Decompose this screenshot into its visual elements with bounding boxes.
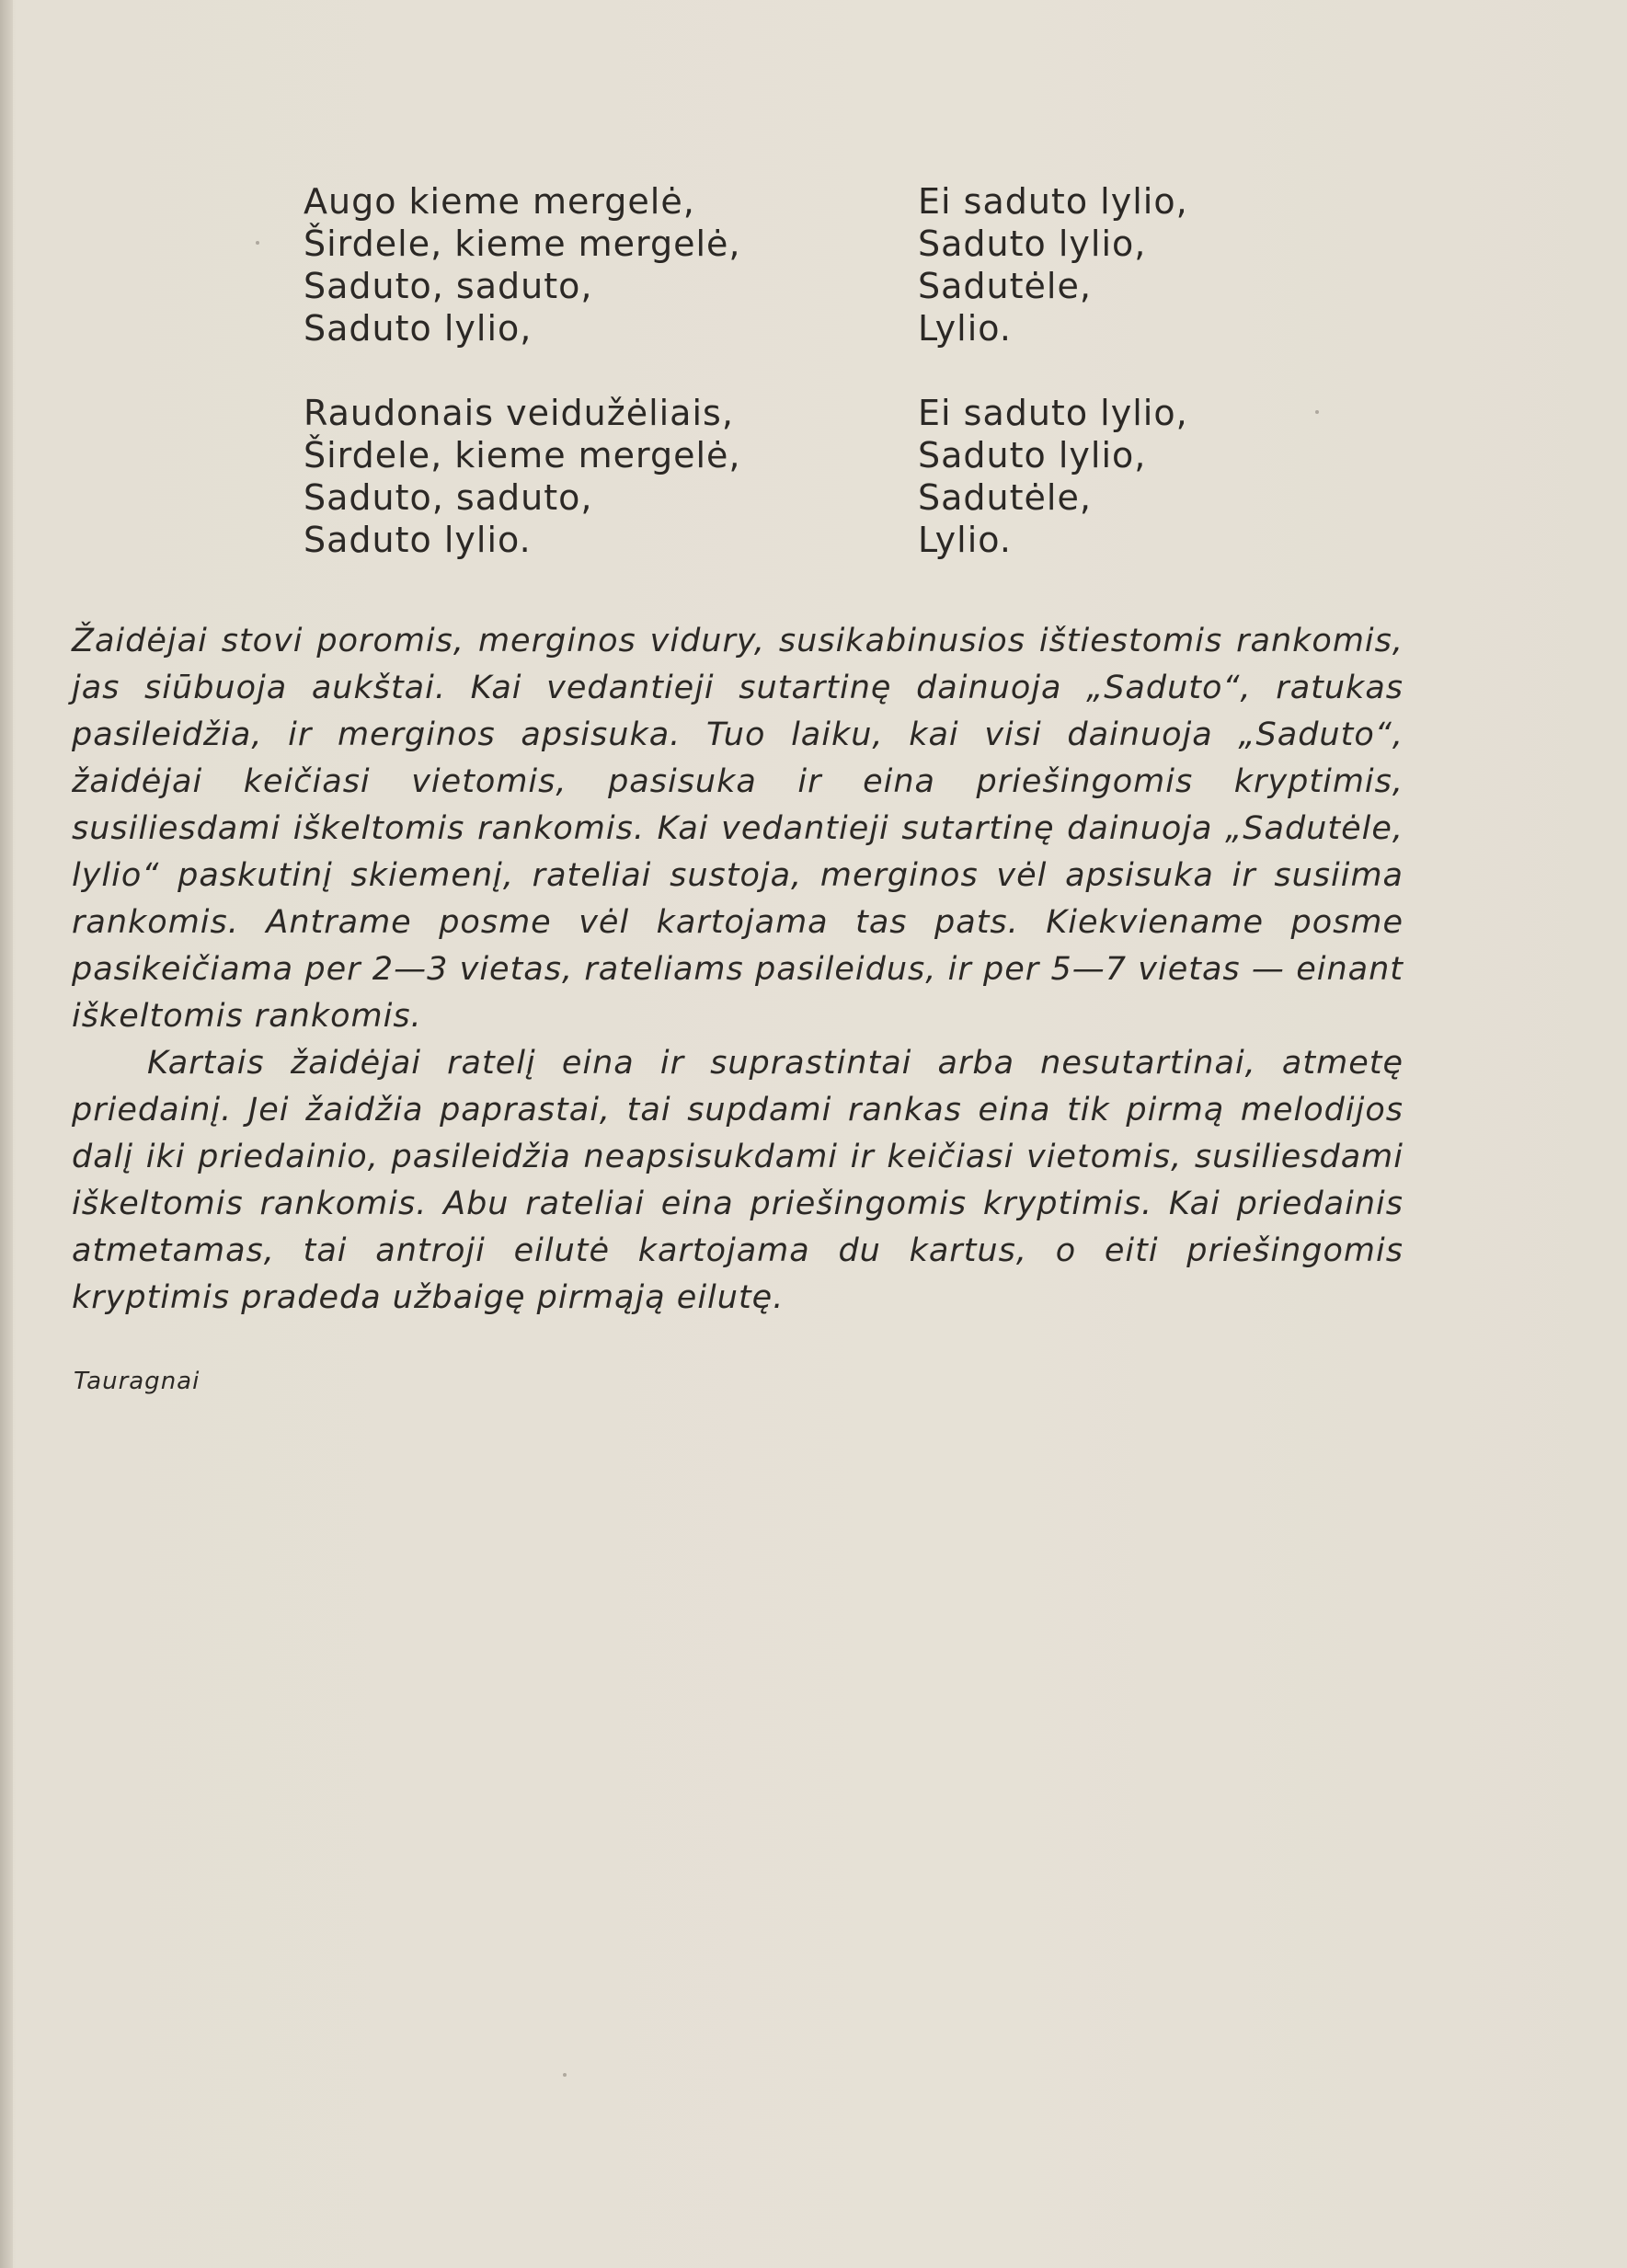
refrain-line: Sadutėle,: [918, 477, 1092, 518]
refrain-line: Lylio.: [918, 520, 1012, 560]
refrain-line: Ei saduto lylio,: [918, 181, 1188, 222]
paper-speck: [256, 241, 259, 245]
refrain-stanza: [918, 392, 1188, 561]
place-of-recording: Tauragnai: [74, 1368, 201, 1395]
verse-line: Saduto lylio.: [304, 520, 532, 560]
song-stanza: [304, 180, 741, 349]
song-left-column: [304, 180, 741, 603]
verse-line: Saduto lylio,: [304, 308, 533, 349]
refrain-line: Saduto lylio,: [918, 435, 1147, 475]
refrain-line: Lylio.: [918, 308, 1012, 349]
verse-line: Saduto, saduto,: [304, 266, 593, 306]
verse-line: Raudonais veidužėliais,: [304, 393, 734, 433]
verse-line: Širdele, kieme mergelė,: [304, 223, 741, 264]
song-right-column: [918, 180, 1188, 603]
refrain-line: Ei saduto lylio,: [918, 393, 1188, 433]
paper-speck: [563, 2073, 567, 2077]
verse-line: Širdele, kieme mergelė,: [304, 435, 741, 475]
description-paragraph: Žaidėjai stovi poromis, merginos vidury, susikabinusios ištiestomis rankomis, jas siūbuoja aukštai. Kai vedantieji sutartinę dainuoja „Saduto“, ratukas pasileidžia, ir merginos apsisuka. Tuo laiku, kai visi dainuoja „Saduto“, žaidėjai keičiasi vietomis, pasisuka ir eina priešingomis kryptimis, susiliesdami iškeltomis rankomis. Kai vedantieji sutartinę dainuoja „Sadutėle, lylio“ paskutinį skiemenį, rateliai sustoja, merginos vėl apsisuka ir susiima rankomis. Antrame posme vėl kartojama tas pats. Kiekviename posme pasikeičiama per 2—3 vietas, rateliams pasileidus, ir per 5—7 vietas — einant iškeltomis rankomis.: [72, 623, 1404, 1035]
verse-line: Saduto, saduto,: [304, 477, 593, 518]
game-description: [72, 618, 1404, 1322]
refrain-stanza: [918, 180, 1188, 349]
paper-speck: [1315, 410, 1319, 414]
description-paragraph: Kartais žaidėjai ratelį eina ir suprastintai arba nesutartinai, atmetę priedainį. Jei žaidžia paprastai, tai supdami rankas eina tik pirmą melodijos dalį iki priedainio, pasileidžia neapsisukdami ir keičiasi vietomis, susiliesdami iškeltomis rankomis. Abu rateliai eina priešingomis kryptimis. Kai priedainis atmetamas, tai antroji eilutė kartojama du kartus, o eiti priešingomis kryptimis pradeda užbaigę pirmąją eilutę.: [72, 1045, 1404, 1316]
verse-line: Augo kieme mergelė,: [304, 181, 695, 222]
song-stanza: [304, 392, 741, 561]
refrain-line: Sadutėle,: [918, 266, 1092, 306]
refrain-line: Saduto lylio,: [918, 223, 1147, 264]
page-spine-shadow: [0, 0, 13, 2268]
